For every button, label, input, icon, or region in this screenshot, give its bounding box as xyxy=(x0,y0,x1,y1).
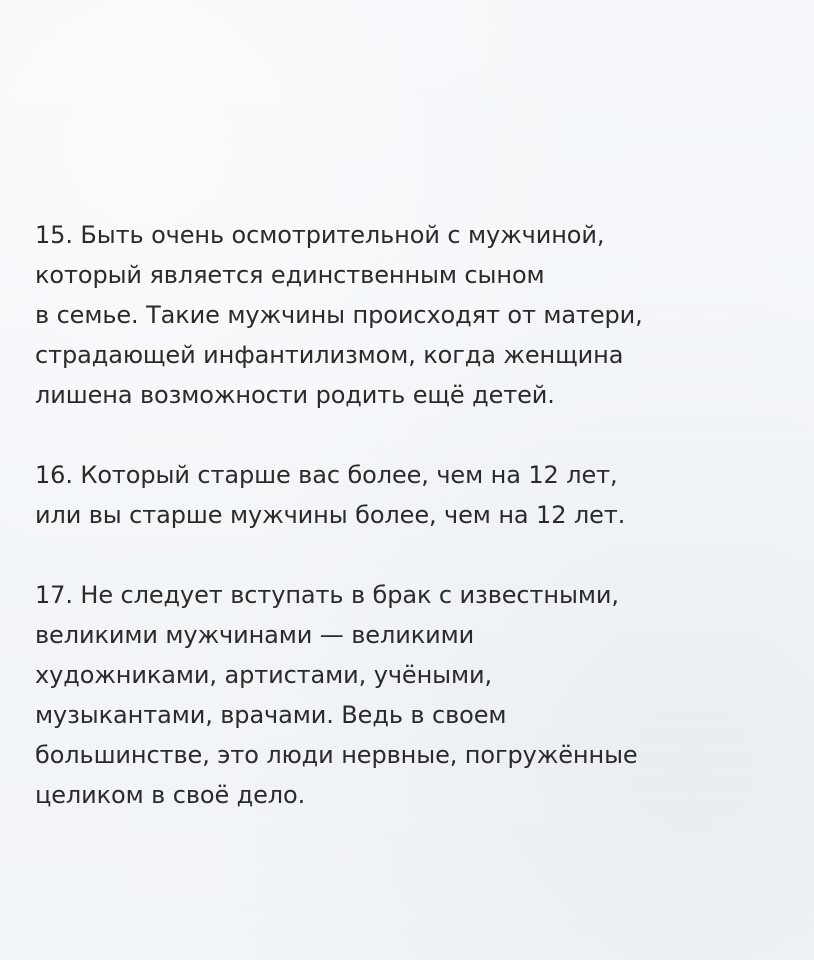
text-line: в семье. Такие мужчины происходят от матери, xyxy=(35,301,643,329)
paragraph-gap xyxy=(35,535,775,575)
text-line: целиком в своё дело. xyxy=(35,781,306,809)
text-line: большинстве, это люди нервные, погружённые xyxy=(35,741,638,769)
text-line: музыкантами, врачами. Ведь в своем xyxy=(35,701,507,729)
paragraph-17 xyxy=(35,575,775,815)
text-line: художниками, артистами, учёными, xyxy=(35,661,493,689)
text-line: или вы старше мужчины более, чем на 12 лет. xyxy=(35,501,626,529)
text-line: великими мужчинами — великими xyxy=(35,621,475,649)
text-line: страдающей инфантилизмом, когда женщина xyxy=(35,341,624,369)
paragraph-15 xyxy=(35,215,775,415)
document-text xyxy=(35,215,775,815)
text-line: который является единственным сыном xyxy=(35,261,545,289)
text-line: лишена возможности родить ещё детей. xyxy=(35,381,555,409)
text-line: 16. Который старше вас более, чем на 12 лет, xyxy=(35,461,618,489)
paragraph-gap xyxy=(35,415,775,455)
text-line: 15. Быть очень осмотрительной с мужчиной, xyxy=(35,221,605,249)
paragraph-16 xyxy=(35,455,775,535)
text-line: 17. Не следует вступать в брак с известными, xyxy=(35,581,619,609)
